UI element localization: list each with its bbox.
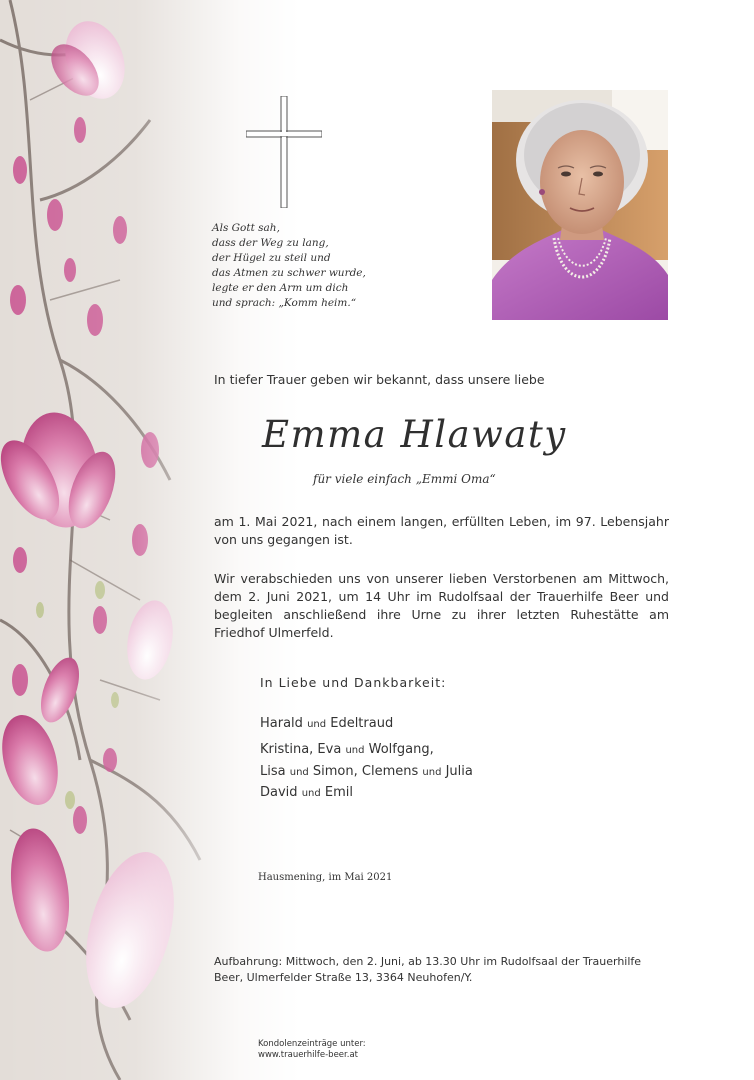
thanks-heading: In Liebe und Dankbarkeit: (260, 675, 447, 690)
aufbahrung-info: Aufbahrung: Mittwoch, den 2. Juni, ab 13.30 Uhr im Rudolfsaal der Trauerhilfe Beer, Ulmerfelder Straße 13, 3364 Neuhofen/Y. (214, 955, 642, 984)
family-connector: und (301, 788, 321, 799)
poem-line: Als Gott sah, (212, 222, 280, 234)
poem-line: legte er den Arm um dich (212, 282, 349, 294)
condolence-link[interactable]: www.trauerhilfe-beer.at (258, 1050, 358, 1060)
family-name: Kristina, Eva (260, 742, 342, 757)
death-notice: am 1. Mai 2021, nach einem langen, erfüllten Leben, im 97. Lebensjahr von uns gegangen ist. (214, 514, 669, 547)
place-date: Hausmening, im Mai 2021 (258, 872, 393, 883)
family-connector: und (422, 767, 442, 778)
farewell-text: Wir verabschieden uns von unserer lieben Verstorbenen am Mittwoch, dem 2. Juni 2021, um 14 Uhr im Rudolfsaal der Trauerhilfe Beer und begleiten anschließend ihre Urne zu ihrer letzten Ruhestätte am Friedhof Ulmerfeld. (214, 571, 669, 640)
poem (212, 221, 402, 311)
family-group (260, 713, 393, 735)
intro-text: In tiefer Trauer geben wir bekannt, dass unsere liebe (214, 372, 545, 387)
family-name: Harald (260, 716, 303, 731)
family-name: Lisa (260, 764, 286, 779)
condolence-label: Kondolenzeinträge unter: (258, 1039, 366, 1049)
family-group (260, 739, 473, 783)
family-name: David (260, 785, 298, 800)
family-connector: und (345, 745, 365, 756)
family-name: Edeltraud (330, 716, 394, 731)
family-connector: und (307, 719, 327, 730)
poem-line: und sprach: „Komm heim.“ (212, 297, 357, 309)
family-group (260, 782, 353, 804)
poem-line: der Hügel zu steil und (212, 252, 331, 264)
deceased-name: Emma Hlawaty (262, 413, 567, 456)
family-name: Emil (324, 785, 353, 800)
family-name: Simon, Clemens (312, 764, 419, 779)
deceased-nickname: für viele einfach „Emmi Oma“ (313, 472, 496, 486)
condolence-info (258, 1039, 366, 1061)
family-connector: und (289, 767, 309, 778)
poem-line: dass der Weg zu lang, (212, 237, 329, 249)
poem-line: das Atmen zu schwer wurde, (212, 267, 366, 279)
family-name: Wolfgang, (368, 742, 434, 757)
portrait-photo (492, 90, 668, 320)
family-name: Julia (445, 764, 473, 779)
cross-icon (246, 96, 322, 208)
